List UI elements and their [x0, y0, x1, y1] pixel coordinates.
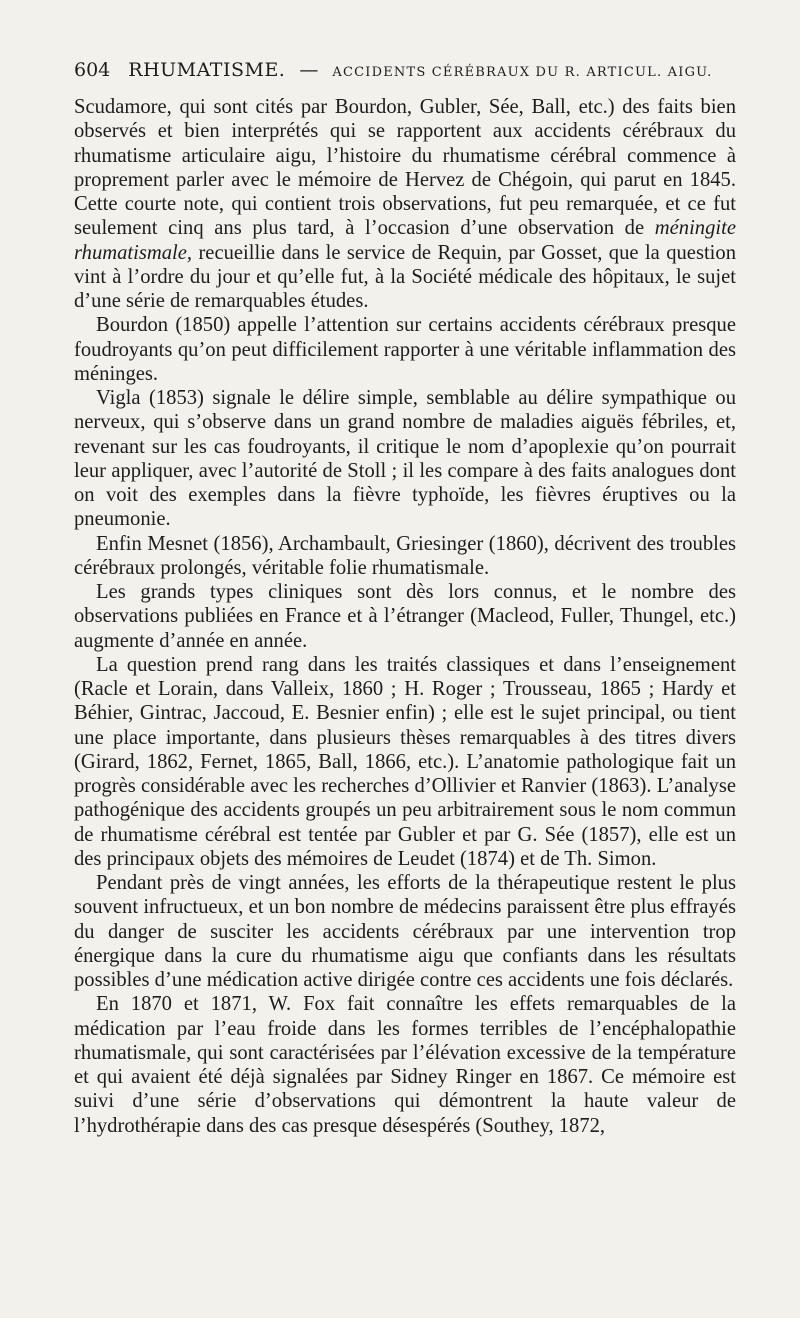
running-head-subtitle: ACCIDENTS CÉRÉBRAUX DU R. ARTICUL. AIGU.: [332, 65, 713, 80]
running-head: [74, 58, 736, 85]
page-number: 604: [74, 59, 111, 81]
paragraph: Pendant près de vingt années, les efforts de la thérapeutique restent le plus souvent infructueux, et un bon nombre de médecins paraissent être plus effrayés du danger de susciter les accidents cérébraux par une intervention trop énergique dans la cure du rhumatisme aigu que confiants dans les résultats possibles d’une médication active dirigée contre ces accidents une fois déclarés.: [74, 872, 736, 991]
running-head-dash: —: [299, 59, 319, 81]
italic-term: méningite rhumatismale,: [74, 217, 736, 264]
paragraph: Les grands types cliniques sont dès lors connus, et le nombre des observations publiées en France et à l’étranger (Macleod, Fuller, Thungel, etc.) augmente d’année en année.: [74, 581, 736, 652]
paragraph: En 1870 et 1871, W. Fox fait connaître les effets remarquables de la médication par l’eau froide dans les formes terribles de l’encéphalopathie rhumatismale, qui sont caractérisées par l’élévation excessive de la température et qui avaient été déjà signalées par Sidney Ringer en 1867. Ce mémoire est suivi d’une série d’observations qui démontrent la haute valeur de l’hydrothérapie dans des cas presque désespérés (Southey, 1872,: [74, 993, 736, 1137]
paragraph: Scudamore, qui sont cités par Bourdon, Gubler, Sée, Ball, etc.) des faits bien observés et bien interprétés qui se rapportent aux accidents cérébraux du rhumatisme articulaire aigu, l’histoire du rhumatisme cérébral commence à proprement parler avec le mémoire de Hervez de Chégoin, qui parut en 1845. Cette courte note, qui contient trois observations, fut peu remarquée, et ce fut seulement cinq ans plus tard, à l’occasion d’une observation de méningite rhumatismale, recueillie dans le service de Requin, par Gosset, que la question vint à l’ordre du jour et qu’elle fut, à la Société médicale des hôpitaux, le sujet d’une série de remarquables études.: [74, 96, 736, 312]
paragraph: Bourdon (1850) appelle l’attention sur certains accidents cérébraux presque foudroyants qu’on peut difficilement rapporter à une véritable inflammation des méninges.: [74, 314, 736, 385]
paragraph: Vigla (1853) signale le délire simple, semblable au délire sympathique ou nerveux, qui s’observe dans un grand nombre de maladies aiguës fébriles, et, revenant sur les cas foudroyants, il critique le nom d’apoplexie qu’on pourrait leur appliquer, avec l’autorité de Stoll ; il les compare à des faits analogues dont on voit des exemples dans la fièvre typhoïde, les fièvres éruptives ou la pneumonie.: [74, 387, 736, 531]
running-head-title: RHUMATISME.: [128, 59, 286, 81]
paragraph: La question prend rang dans les traités classiques et dans l’enseignement (Racle et Lorain, dans Valleix, 1860 ; H. Roger ; Trousseau, 1865 ; Hardy et Béhier, Gintrac, Jaccoud, E. Besnier enfin) ; elle est le sujet principal, ou tient une place importante, dans plusieurs thèses remarquables à des titres divers (Girard, 1862, Fernet, 1865, Ball, 1866, etc.). L’anatomie pathologique fait un progrès considérable avec les recherches d’Ollivier et Ranvier (1863). L’analyse pathogénique des accidents groupés un peu arbitrairement sous le nom commun de rhumatisme cérébral est tentée par Gubler et par G. Sée (1857), elle est un des principaux objets des mémoires de Leudet (1874) et de Th. Simon.: [74, 653, 736, 870]
paragraph: Enfin Mesnet (1856), Archambault, Griesinger (1860), décrivent des troubles cérébraux prolongés, véritable folie rhumatismale.: [74, 532, 736, 579]
body-text: [74, 95, 736, 1138]
